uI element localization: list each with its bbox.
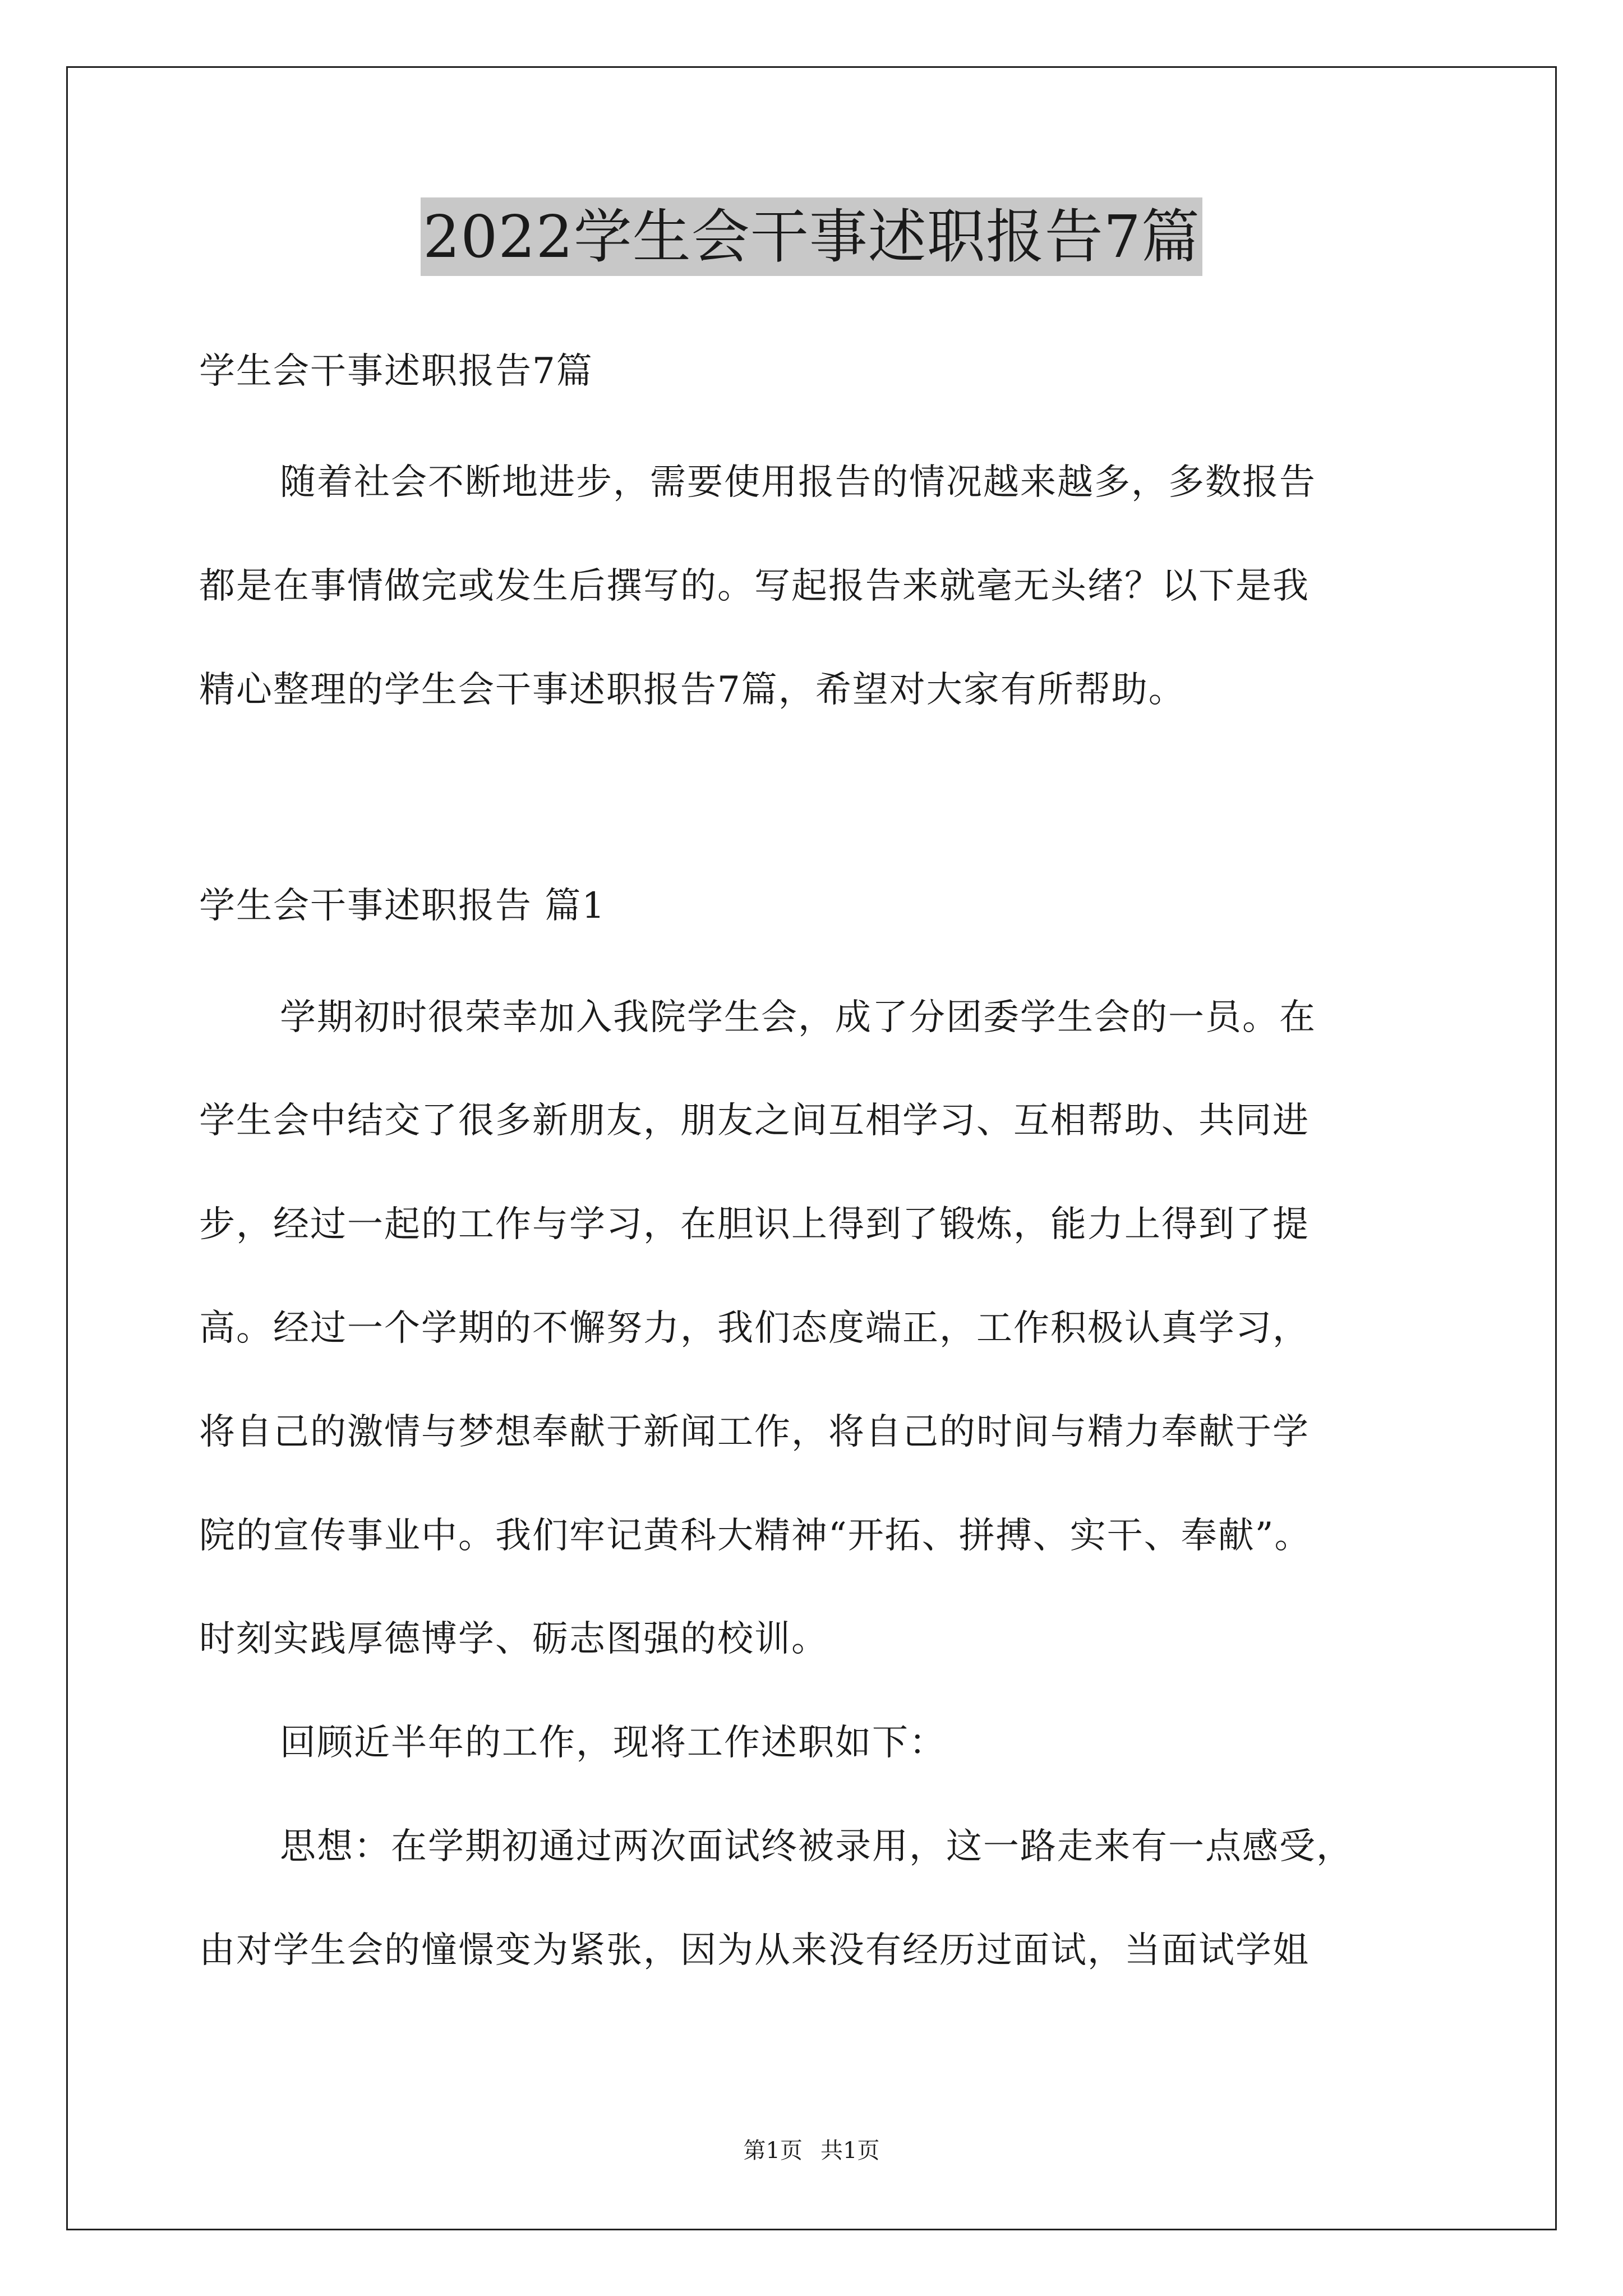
body-line: 时刻实践厚德博学、砺志图强的校训。	[199, 1618, 828, 1660]
intro-line: 随着社会不断地进步，需要使用报告的情况越来越多，多数报告	[280, 462, 1316, 503]
body-line: 由对学生会的憧憬变为紧张，因为从来没有经历过面试，当面试学姐	[199, 1930, 1310, 1971]
body-line: 高。经过一个学期的不懈努力，我们态度端正，工作积极认真学习，	[199, 1308, 1310, 1349]
body-line: 步，经过一起的工作与学习，在胆识上得到了锻炼，能力上得到了提	[199, 1204, 1310, 1245]
page-footer	[0, 2137, 1623, 2164]
document-title: 2022学生会干事述职报告7篇	[421, 197, 1202, 276]
document-subtitle: 学生会干事述职报告7篇	[199, 351, 593, 392]
title-container	[0, 197, 1623, 276]
body-line: 学生会中结交了很多新朋友，朋友之间互相学习、互相帮助、共同进	[199, 1100, 1310, 1142]
body-line: 思想：在学期初通过两次面试终被录用，这一路走来有一点感受，	[280, 1826, 1353, 1867]
body-line: 回顾近半年的工作，现将工作述职如下：	[280, 1722, 946, 1764]
intro-line: 精心整理的学生会干事述职报告7篇，希望对大家有所帮助。	[199, 669, 1186, 711]
body-line: 院的宣传事业中。我们牢记黄科大精神“开拓、拼搏、实干、奉献”。	[199, 1515, 1312, 1557]
page-number: 第1页	[743, 2138, 803, 2164]
body-line: 学期初时很荣幸加入我院学生会，成了分团委学生会的一员。在	[280, 997, 1316, 1038]
section-heading: 学生会干事述职报告 篇1	[199, 885, 606, 927]
page-total: 共1页	[820, 2138, 880, 2164]
intro-line: 都是在事情做完或发生后撰写的。写起报告来就毫无头绪？以下是我	[199, 565, 1310, 607]
body-line: 将自己的激情与梦想奉献于新闻工作，将自己的时间与精力奉献于学	[199, 1411, 1310, 1453]
